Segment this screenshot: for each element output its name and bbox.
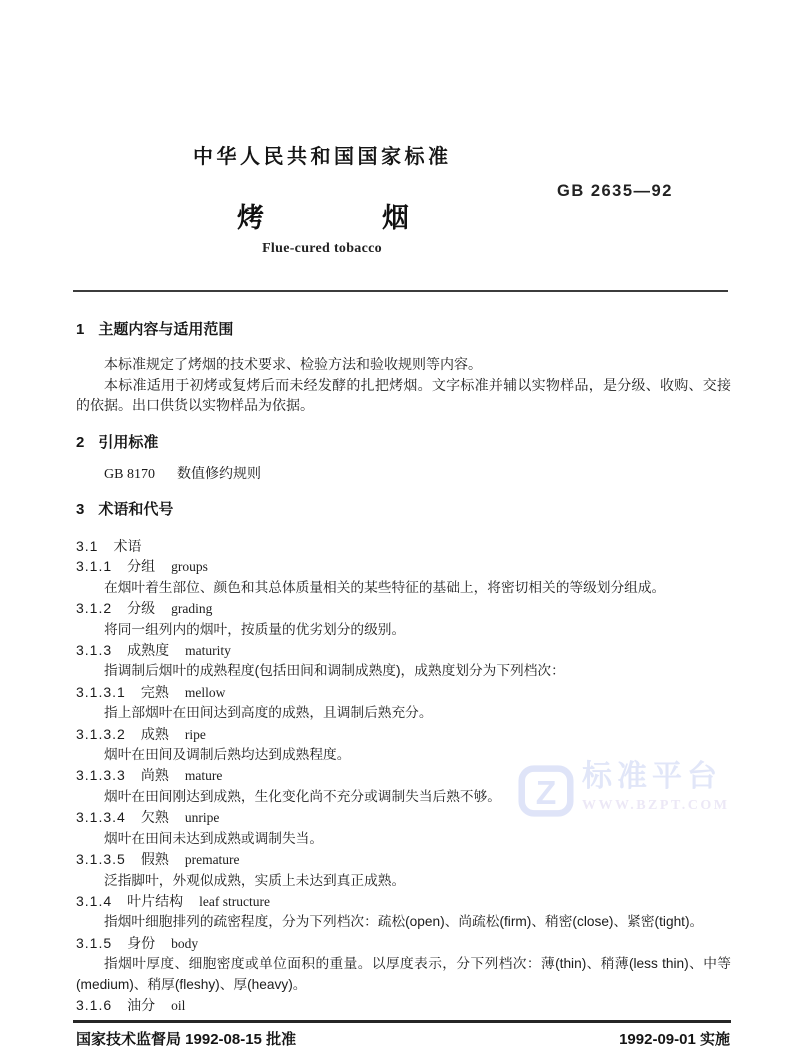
reference-code: GB 8170 — [104, 466, 155, 482]
clause-line — [76, 933, 731, 954]
clause-term-zh: 完熟 — [140, 683, 169, 700]
clause-line — [76, 598, 731, 619]
clause-number: 3.1.5 — [76, 934, 113, 951]
clause-number: 3.1.3.2 — [76, 725, 126, 742]
section-number: 1 — [76, 321, 85, 338]
clause-term-en: groups — [171, 559, 208, 575]
referenced-standard — [76, 463, 731, 486]
clause-line — [76, 995, 731, 1016]
clause-number: 3.1.3.3 — [76, 767, 126, 784]
section-heading — [76, 320, 731, 340]
paragraph: 本标准适用于初烤或复烤后而未经发酵的扎把烤烟。文字标准并辅以实物样品，是分级、收购、交接的依据。出口供货以实物样品为依据。 — [76, 376, 731, 413]
clause-term-zh: 分组 — [127, 558, 156, 575]
definition-text: 在烟叶着生部位、颜色和其总体质量相关的某些特征的基础上，将密切相关的等级划分组成。 — [104, 579, 666, 595]
section-heading — [76, 433, 731, 453]
clause-number: 3.1.4 — [76, 892, 113, 909]
clause-term-en: leaf structure — [199, 893, 270, 909]
watermark-url: WWW.BZPT.COM — [582, 798, 730, 813]
clause-term-zh: 油分 — [127, 996, 156, 1013]
section-title: 引用标准 — [98, 433, 159, 451]
clause-line — [76, 849, 731, 870]
clause-term-zh: 成熟度 — [127, 642, 170, 659]
clause-term-zh: 叶片结构 — [127, 892, 184, 909]
clause-number: 3.1.1 — [76, 558, 113, 575]
definition-text: 烟叶在田间及调制后熟均达到成熟程度。 — [104, 747, 351, 763]
clause-term-en: body — [171, 935, 199, 951]
clause-term-zh: 身份 — [127, 934, 156, 951]
definition-text: 指烟叶厚度、细胞密度或单位面积的重量。以厚度表示，分下列档次：薄(thin)、稍薄(less thin)、中等(medium)、稍厚(fleshy)、厚(heavy)。 — [76, 956, 731, 992]
clause-number: 3.1.3.1 — [76, 683, 126, 700]
watermark-name: 标准平台 — [582, 760, 722, 793]
clause-term-en: unripe — [184, 810, 220, 826]
clause-line — [76, 640, 731, 661]
clause-number: 3.1.3.4 — [76, 809, 126, 826]
definition-text: 指上部烟叶在田间达到高度的成熟，且调制后熟充分。 — [104, 705, 433, 721]
clause-term-en: grading — [171, 601, 213, 617]
clause-line — [76, 536, 731, 556]
definition-text: 指调制后烟叶的成熟程度(包括田间和调制成熟度)，成熟度划分为下列档次： — [104, 663, 565, 679]
footer-rule — [73, 1020, 731, 1023]
clause-term-zh: 尚熟 — [140, 767, 169, 784]
section-number: 3 — [76, 501, 85, 518]
clause-line — [76, 724, 731, 745]
footer-effective-date: 1992-09-01 实施 — [619, 1031, 730, 1048]
document-title-english: Flue-cured tobacco — [262, 241, 382, 256]
clause-term-en: mellow — [184, 684, 226, 700]
clause-term-en: oil — [171, 997, 186, 1013]
clause-term-en: maturity — [185, 643, 231, 659]
document-body — [76, 320, 731, 1016]
clause-line — [76, 891, 731, 912]
clause-term-zh: 欠熟 — [140, 809, 169, 826]
reference-title: 数值修约规则 — [176, 464, 261, 481]
document-title: 烤烟 — [237, 203, 527, 233]
clause-term-en: ripe — [184, 726, 206, 742]
section-number: 2 — [76, 433, 85, 451]
clause-term-zh: 术语 — [113, 538, 142, 554]
definition-text: 烟叶在田间刚达到成熟，生化变化尚不充分或调制失当后熟不够。 — [104, 788, 501, 804]
clause-line — [76, 556, 731, 577]
section-title: 术语和代号 — [98, 501, 174, 518]
clause-term-zh: 成熟 — [140, 725, 169, 742]
clause-term-en: premature — [184, 852, 240, 868]
definition-text: 泛指脚叶，外观似成熟，实质上未达到真正成熟。 — [104, 872, 406, 888]
definition-text: 将同一组列内的烟叶，按质量的优劣划分的级别。 — [104, 621, 406, 637]
standard-header: 中华人民共和国国家标准 — [193, 146, 452, 168]
clause-line — [76, 807, 731, 828]
footer-issued-by: 国家技术监督局 1992-08-15 批准 — [76, 1031, 297, 1048]
section-title: 主题内容与适用范围 — [98, 321, 234, 338]
clause-number: 3.1.6 — [76, 996, 113, 1013]
clause-number: 3.1.3 — [76, 642, 113, 659]
clause-term-zh: 分级 — [127, 600, 156, 617]
header-rule — [73, 290, 728, 292]
standard-code: GB 2635—92 — [557, 182, 673, 200]
clause-term-en: mature — [184, 768, 223, 784]
clause-number: 3.1.2 — [76, 600, 113, 617]
clause-number: 3.1 — [76, 538, 99, 554]
clause-number: 3.1.3.5 — [76, 851, 126, 868]
section-heading — [76, 500, 731, 520]
clause-term-zh: 假熟 — [140, 851, 169, 868]
definition-text: 指烟叶细胞排列的疏密程度，分为下列档次：疏松(open)、尚疏松(firm)、稍密(close)、紧密(tight)。 — [104, 914, 704, 930]
paragraph: 本标准规定了烤烟的技术要求、检验方法和验收规则等内容。 — [104, 356, 482, 372]
definition-text: 烟叶在田间未达到成熟或调制失当。 — [104, 830, 324, 846]
clause-line — [76, 682, 731, 703]
svg-text:Z: Z — [535, 775, 557, 813]
clause-line — [76, 765, 731, 786]
